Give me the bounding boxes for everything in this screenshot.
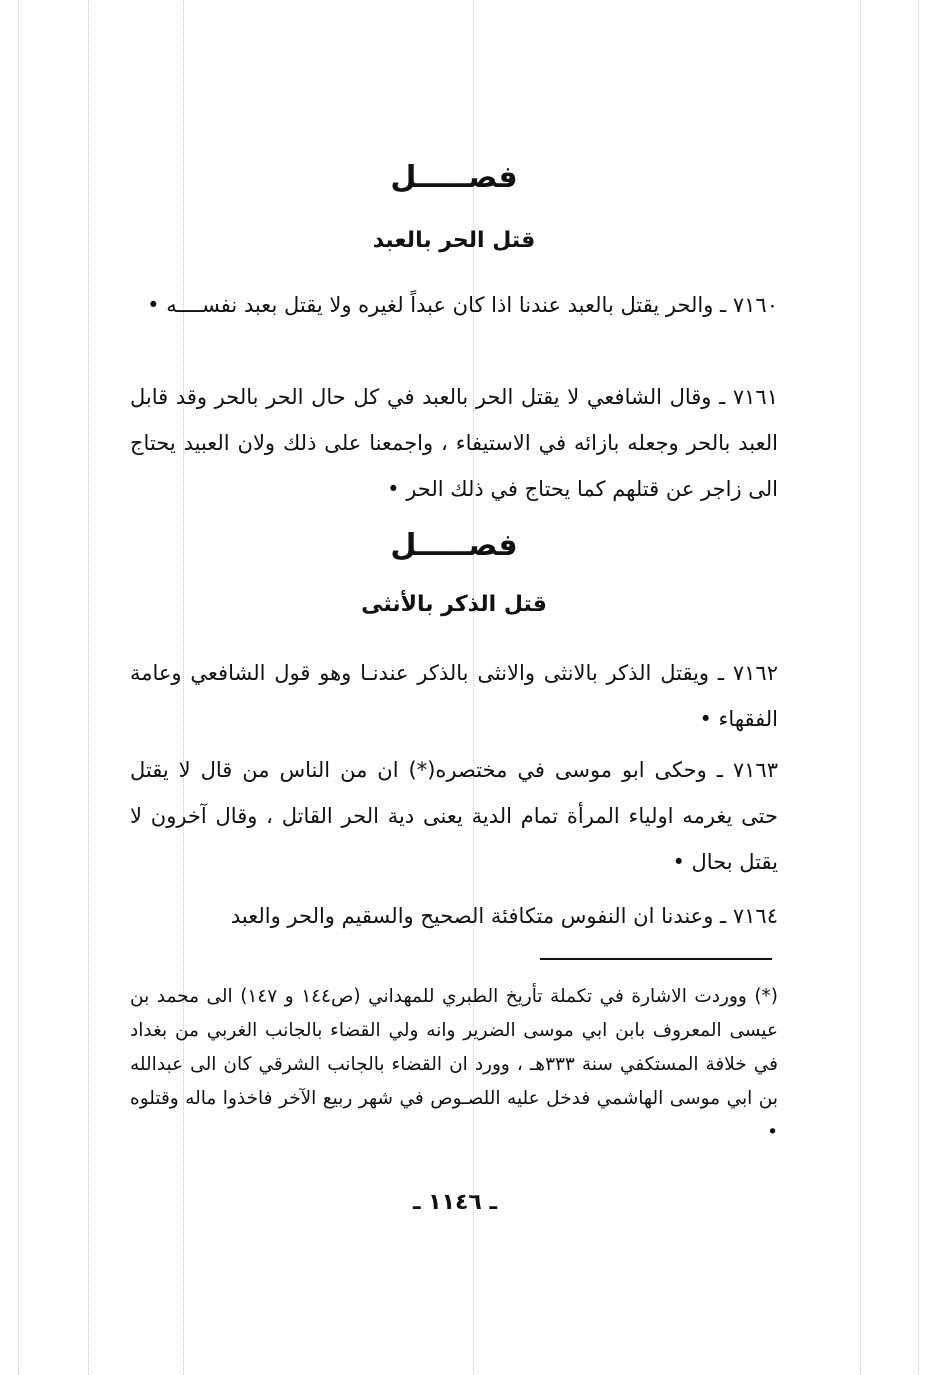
footnote: (*) ووردت الاشارة في تكملة تأريخ الطبري للمهداني (ص١٤٤ و ١٤٧) الى محمد بن عيسى المعروف بابن ابي موسى الضرير وانه ولي القضاء بالجانب الغربي من بغداد في خلافة المستكفي سنة ٣٣٣هـ ، وورد ان القضاء بالجانب الشرقي كان الى عبدالله بن ابي موسى الهاشمي فدخل عليه اللصـوص في شهر ربيع الآخر فاخذوا ماله وقتلوه •: [130, 986, 779, 1143]
paragraph-7162: ٧١٦٢ ـ ويقتل الذكر بالانثى والانثى بالذكر عندنـا وهو قول الشافعي وعامة الفقهاء •: [130, 661, 778, 731]
scan-guide-line: [18, 0, 19, 1375]
section-heading: فصـــــل: [390, 160, 518, 195]
paragraph-7160: ٧١٦٠ ـ والحر يقتل بالعبد عندنا اذا كان عبداً لغيره ولا يقتل بعبد نفســــه •: [147, 293, 778, 317]
scan-guide-line: [918, 0, 919, 1375]
footnote-divider: [540, 958, 772, 960]
page-number: ـ ١١٤٦ ـ: [412, 1190, 498, 1215]
scan-guide-line: [88, 0, 89, 1375]
section-subheading: قتل الذكر بالأنثى: [361, 592, 547, 617]
section-heading: فصـــــل: [390, 528, 518, 563]
scan-guide-line: [860, 0, 861, 1375]
paragraph-7161: ٧١٦١ ـ وقال الشافعي لا يقتل الحر بالعبد في كل حال الحر بالحر وقد قابل العبد بالحر وجعله بازائه في الاستيفاء ، واجمعنا على ذلك ولان العبيد يحتاج الى زاجر عن قتلهم كما يحتاج في ذلك الحر •: [130, 385, 778, 501]
paragraph-7164: ٧١٦٤ ـ وعندنا ان النفوس متكافئة الصحيح والسقيم والحر والعبد: [230, 904, 778, 928]
section-subheading: قتل الحر بالعبد: [372, 228, 536, 253]
paragraph-7163: ٧١٦٣ ـ وحكى ابو موسى في مختصره(*) ان من الناس من قال لا يقتل حتى يغرمه اولياء المرأة تمام الدية يعنى دية الحر القاتل ، وقال آخرون لا يقتل بحال •: [130, 758, 778, 874]
